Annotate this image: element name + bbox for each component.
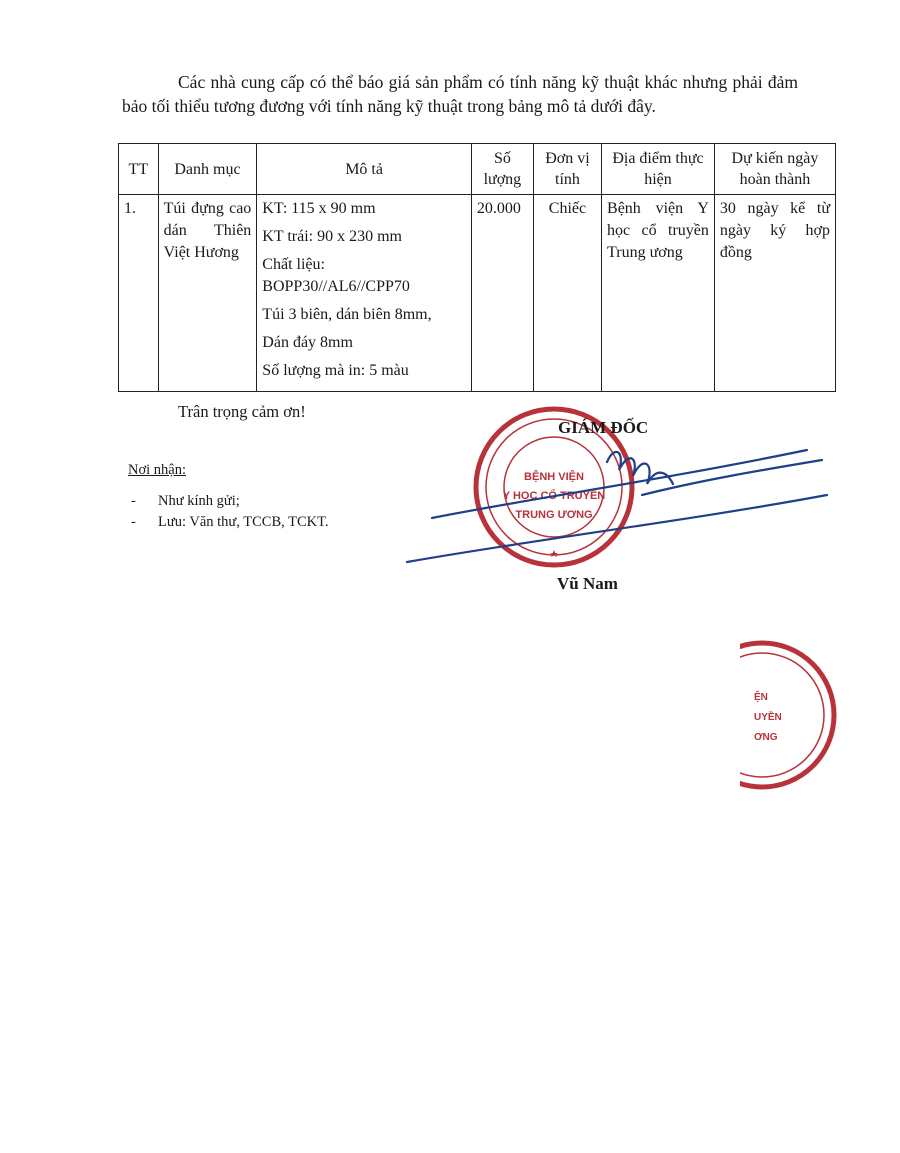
stamp-text-line1: BỆNH VIỆN xyxy=(524,471,584,483)
header-mo-ta: Mô tả xyxy=(257,144,472,195)
cell-mo-ta xyxy=(257,195,472,392)
partial-stamp-text-line3: ƠNG xyxy=(754,732,778,743)
stamp-text-line3: TRUNG ƯƠNG xyxy=(515,509,593,521)
cell-don-vi: Chiếc xyxy=(533,195,601,392)
recipients-list xyxy=(128,491,329,533)
specification-table xyxy=(118,143,836,392)
desc-line: Số lượng mà in: 5 màu xyxy=(262,362,409,379)
desc-line: Túi 3 biên, dán biên 8mm, xyxy=(262,306,432,323)
header-don-vi: Đơn vị tính xyxy=(533,144,601,195)
partial-stamp-text-line1: ỆN xyxy=(754,692,768,703)
recipient-item: - Như kính gửi; xyxy=(128,491,329,512)
cell-so-luong: 20.000 xyxy=(471,195,533,392)
cell-du-kien: 30 ngày kể từ ngày ký hợp đồng xyxy=(714,195,835,392)
cell-tt: 1. xyxy=(119,195,159,392)
intro-paragraph: Các nhà cung cấp có thể báo giá sản phẩm có tính năng kỹ thuật khác nhưng phải đảm bảo tối thiểu tương đương với tính năng kỹ thuật trong bảng mô tả dưới đây. xyxy=(122,72,798,116)
signature-ink xyxy=(407,450,827,562)
header-so-luong: Số lượng xyxy=(471,144,533,195)
stamp-text-line2: Y HỌC CỔ TRUYỀN xyxy=(502,490,606,502)
recipients-block xyxy=(128,460,329,533)
table-row xyxy=(119,195,836,392)
signature-title: GIÁM ĐỐC xyxy=(558,418,649,437)
desc-line: KT trái: 90 x 230 mm xyxy=(262,228,402,245)
table-header-row xyxy=(119,144,836,195)
desc-line: KT: 115 x 90 mm xyxy=(262,200,376,217)
desc-line: Dán đáy 8mm xyxy=(262,334,353,351)
header-tt: TT xyxy=(119,144,159,195)
header-danh-muc: Danh mục xyxy=(158,144,257,195)
partial-stamp xyxy=(740,640,840,800)
partial-stamp-text-line2: UYỀN xyxy=(754,712,782,723)
recipient-item: - Lưu: Văn thư, TCCB, TCKT. xyxy=(128,512,329,533)
header-dia-diem: Địa điểm thực hiện xyxy=(602,144,715,195)
cell-danh-muc: Túi đựng cao dán Thiên Việt Hương xyxy=(158,195,257,392)
cell-dia-diem: Bệnh viện Y học cổ truyền Trung ương xyxy=(602,195,715,392)
desc-line: Chất liệu: BOPP30//AL6//CPP70 xyxy=(262,256,410,295)
recipients-label: Nơi nhận: xyxy=(128,462,187,478)
signer-name: Vũ Nam xyxy=(557,574,618,593)
closing-text: Trân trọng cảm ơn! xyxy=(178,402,306,421)
header-du-kien: Dự kiến ngày hoàn thành xyxy=(714,144,835,195)
